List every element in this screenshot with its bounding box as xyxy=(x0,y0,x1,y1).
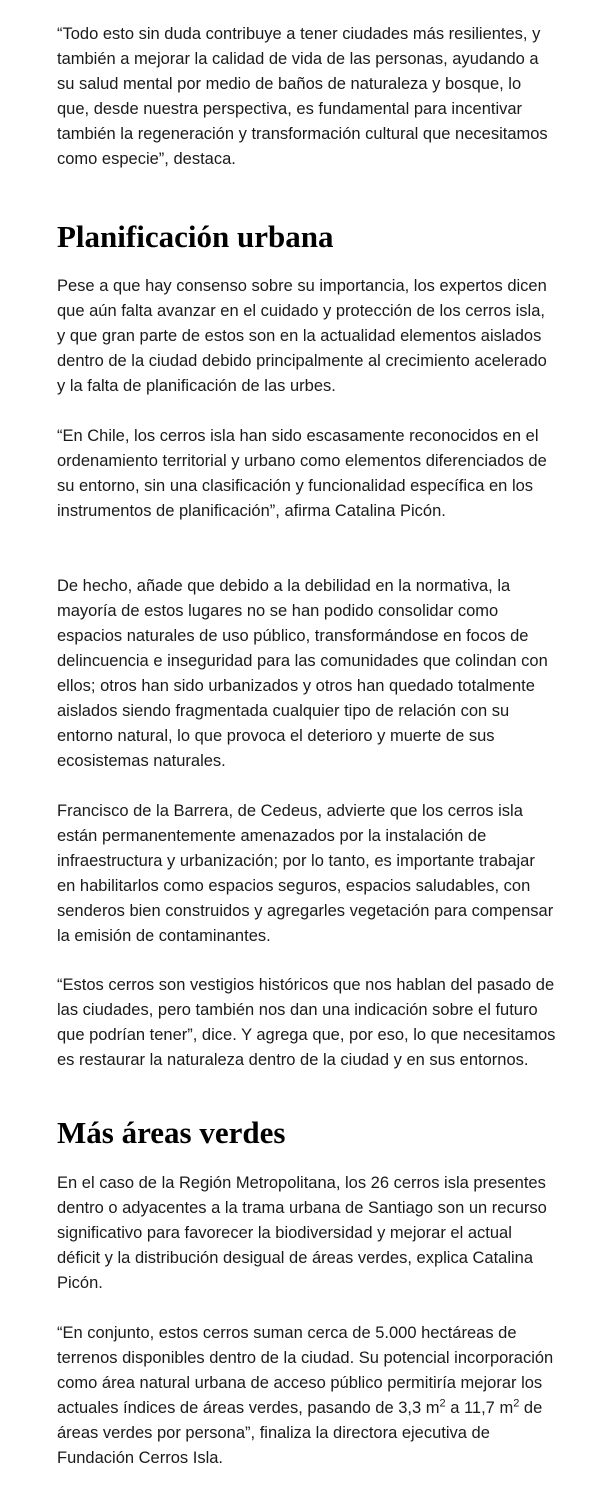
paragraph-quote-hectareas xyxy=(57,1321,557,1471)
paragraph-quote-vestigios: “Estos cerros son vestigios históricos que nos hablan del pasado de las ciudades, pero también nos dan una indicación sobre el futuro que podrían tener”, dice. Y agrega que, por eso, lo que necesitamos es restaurar la naturaleza dentro de la ciudad y en sus entornos. xyxy=(57,976,556,1069)
section-heading-planificacion: Planificación urbana xyxy=(57,219,334,254)
superscript-squared: 2 xyxy=(439,1397,446,1410)
quote-text-part3: de áreas verdes por persona”, finaliza la directora ejecutiva de Fundación Cerros Isla. xyxy=(57,1399,543,1467)
paragraph-quote-resilience: “Todo esto sin duda contribuye a tener ciudades más resilientes, y también a mejorar la calidad de vida de las personas, ayudando a su salud mental por medio de baños de naturaleza y bosque, lo que, desde nuestra perspectiva, es fundamental para incentivar también la regeneración y transformación cultural que necesitamos como especie”, destaca. xyxy=(57,25,548,168)
quote-text-part2: a 11,7 m xyxy=(445,1399,514,1417)
paragraph-consensus: Pese a que hay consenso sobre su importancia, los expertos dicen que aún falta avanzar en el cuidado y protección de los cerros isla, y que gran parte de estos son en la actualidad elementos aislados dentro de la ciudad debido principalmente al crecimiento acelerado y la falta de planificación de las urbes. xyxy=(57,277,547,395)
paragraph-quote-chile: “En Chile, los cerros isla han sido escasamente reconocidos en el ordenamiento territorial y urbano como elementos diferenciados de su entorno, sin una clasificación y funcionalidad específica en los instrumentos de planificación”, afirma Catalina Picón. xyxy=(57,427,547,520)
paragraph-region-metropolitana: En el caso de la Región Metropolitana, los 26 cerros isla presentes dentro o adyacentes a la trama urbana de Santiago son un recurso significativo para favorecer la biodiversidad y mejorar el actual déficit y la distribución desigual de áreas verdes, explica Catalina Picón. xyxy=(57,1174,547,1292)
paragraph-normativa: De hecho, añade que debido a la debilidad en la normativa, la mayoría de estos lugares no se han podido consolidar como espacios naturales de uso público, transformándose en focos de delincuencia e inseguridad para las comunidades que colindan con ellos; otros han sido urbanizados y otros han quedado totalmente aislados siendo fragmentada cualquier tipo de relación con su entorno natural, lo que provoca el deterioro y muerte de sus ecosistemas naturales. xyxy=(57,577,548,770)
paragraph-de-la-barrera: Francisco de la Barrera, de Cedeus, advierte que los cerros isla están permanentemente amenazados por la instalación de infraestructura y urbanización; por lo tanto, es importante trabajar en habilitarlos como espacios seguros, espacios saludables, con senderos bien construidos y agregarles vegetación para compensar la emisión de contaminantes. xyxy=(57,802,554,945)
superscript-squared: 2 xyxy=(513,1397,520,1410)
section-heading-areas-verdes: Más áreas verdes xyxy=(57,1115,286,1150)
quote-text-part1: “En conjunto, estos cerros suman cerca de 5.000 hectáreas de terrenos disponibles dentro de la ciudad. Su potencial incorporación como área natural urbana de acceso público permitiría mejorar los actuales índices de áreas verdes, pasando de 3,3 m xyxy=(57,1324,554,1417)
